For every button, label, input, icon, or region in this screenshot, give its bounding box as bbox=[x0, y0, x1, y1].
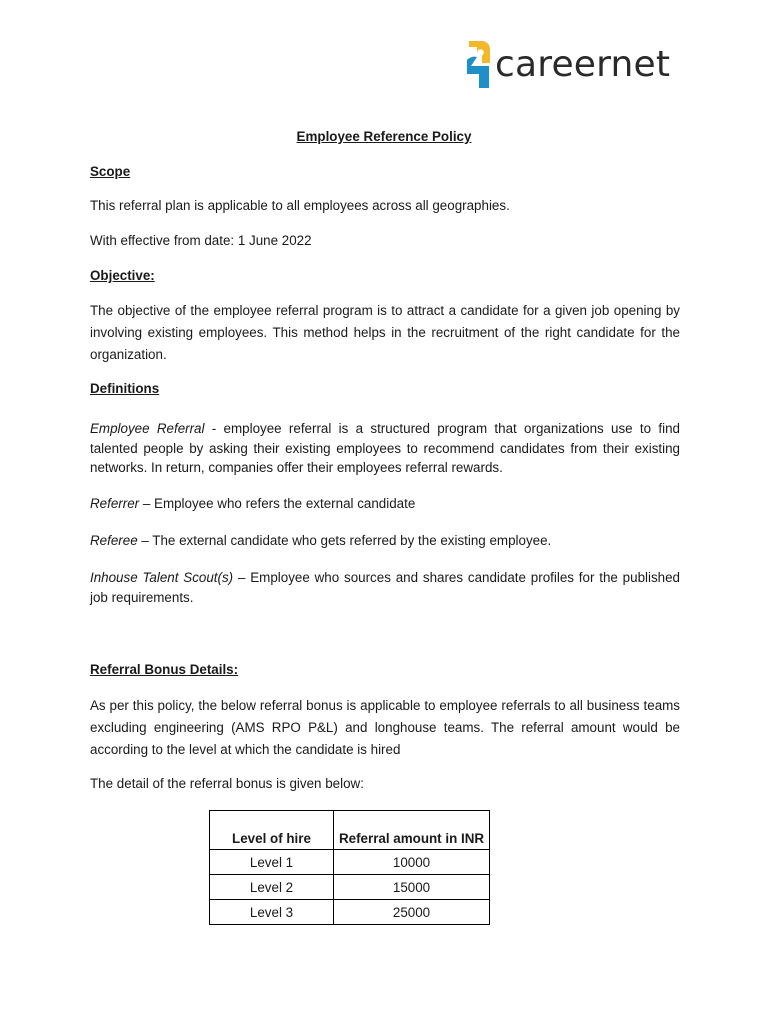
page-title: Employee Reference Policy bbox=[296, 129, 472, 144]
definitions-heading: Definitions bbox=[90, 381, 160, 396]
scope-heading: Scope bbox=[90, 164, 131, 179]
table-row bbox=[210, 850, 490, 875]
careernet-logo bbox=[466, 40, 680, 90]
table-cell-amount: 25000 bbox=[334, 900, 490, 925]
table-header-row bbox=[210, 811, 490, 850]
table-header-amount: Referral amount in INR bbox=[334, 811, 490, 850]
table-cell-amount: 15000 bbox=[334, 875, 490, 900]
table-cell-amount: 10000 bbox=[334, 850, 490, 875]
objective-text: The objective of the employee referral program is to attract a candidate for a given job opening by involving existing employees. This method helps in the recruitment of the right candidate for the organization. bbox=[90, 303, 680, 362]
effective-date-text: With effective from date: 1 June 2022 bbox=[90, 233, 312, 248]
objective-heading: Objective: bbox=[90, 268, 155, 283]
table-row bbox=[210, 900, 490, 925]
definition-term: Employee Referral bbox=[90, 421, 205, 436]
definition-term: Inhouse Talent Scout(s) bbox=[90, 570, 234, 585]
referral-bonus-table bbox=[209, 810, 490, 925]
definition-inhouse-talent-scout bbox=[90, 568, 680, 607]
definition-text: - employee referral is a structured program that organizations use to find talented people by asking their existing employees to recommend candidates from their existing networks. In return, companies offer their employees referral rewards. bbox=[90, 421, 680, 475]
table-cell-level: Level 1 bbox=[210, 850, 334, 875]
bonus-intro: The detail of the referral bonus is given below: bbox=[90, 776, 364, 791]
bonus-heading: Referral Bonus Details: bbox=[90, 662, 239, 677]
careernet-logo-icon bbox=[466, 40, 490, 88]
bonus-text: As per this policy, the below referral bonus is applicable to employee referrals to all business teams excluding engineering (AMS RPO P&L) and longhouse teams. The referral amount would be according to the level at which the candidate is hired bbox=[90, 698, 680, 757]
definition-referee bbox=[90, 531, 680, 551]
definition-text: – Employee who sources and shares candidate profiles for the published job requirements. bbox=[90, 570, 681, 605]
definition-text: – The external candidate who gets referred by the existing employee. bbox=[137, 533, 552, 548]
definition-term: Referrer bbox=[90, 496, 140, 511]
logo-wordmark: careernet bbox=[495, 44, 671, 85]
definition-referrer bbox=[90, 494, 680, 514]
definition-term: Referee bbox=[90, 533, 138, 548]
scope-text: This referral plan is applicable to all employees across all geographies. bbox=[90, 198, 510, 213]
definition-employee-referral bbox=[90, 419, 680, 478]
table-row bbox=[210, 875, 490, 900]
table-cell-level: Level 3 bbox=[210, 900, 334, 925]
table-header-level: Level of hire bbox=[210, 811, 334, 850]
table-cell-level: Level 2 bbox=[210, 875, 334, 900]
definition-text: – Employee who refers the external candidate bbox=[139, 496, 416, 511]
